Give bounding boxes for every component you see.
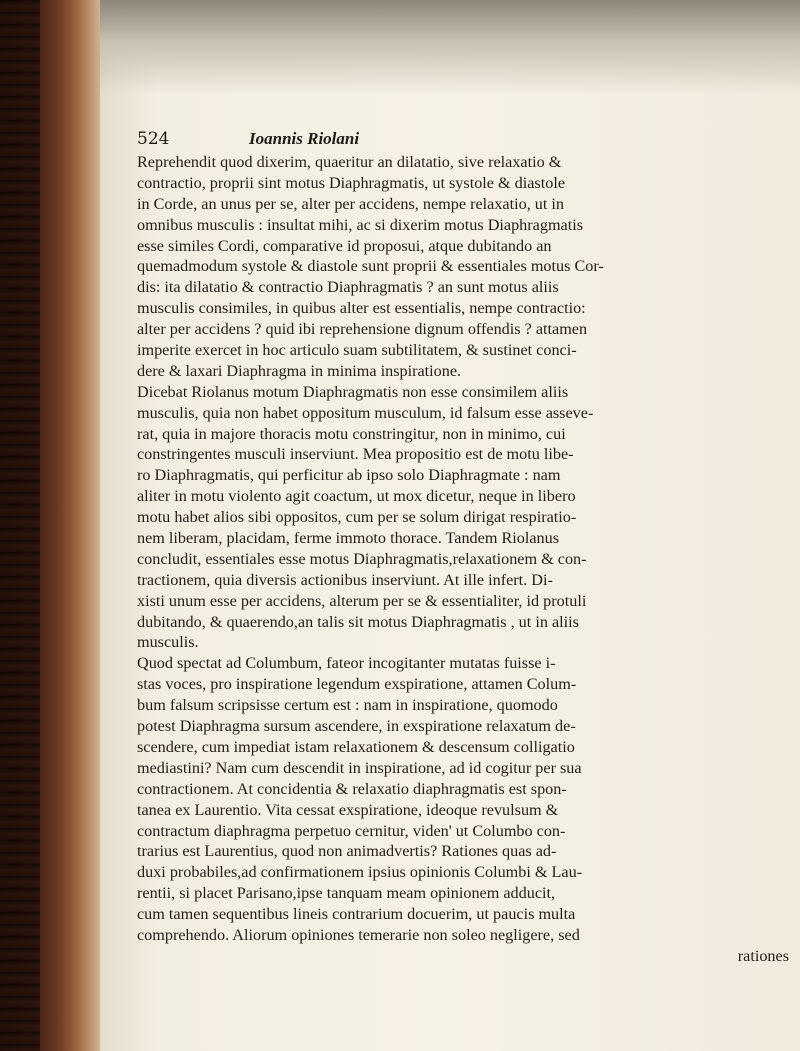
text-line: tractionem, quia diversis actionibus inserviunt. At ille infert. Di- (137, 570, 553, 589)
catchword: rationes (737, 946, 789, 965)
text-line: contractum diaphragma perpetuo cernitur, viden' ut Columbo con- (137, 821, 566, 840)
text-line: contractionem. At concidentia & relaxatio diaphragmatis est spon- (137, 779, 567, 798)
text-line: stas voces, pro inspiratione legendum exspiratione, attamen Colum- (137, 675, 577, 694)
text-line: duxi probabiles,ad confirmationem ipsius opinionis Columbi & Lau- (137, 863, 583, 882)
text-line: quemadmodum systole & diastole sunt proprii & essentiales motus Cor- (137, 257, 604, 276)
text-line: Dicebat Riolanus motum Diaphragmatis non esse consimilem aliis (137, 382, 569, 401)
text-line: cum tamen sequentibus lineis contrarium docuerim, ut paucis multa (137, 905, 576, 924)
text-line: potest Diaphragma sursum ascendere, in exspiratione relaxatum de- (137, 717, 576, 736)
text-line: imperite exercet in hoc articulo suam subtilitatem, & sustinet conci- (137, 341, 577, 360)
text-line: aliter in motu violento agit coactum, ut mox dicetur, neque in libero (137, 487, 576, 506)
text-line: trarius est Laurentius, quod non animadvertis? Rationes quas ad- (137, 842, 557, 861)
text-line: omnibus musculis : insultat mihi, ac si dixerim motus Diaphragmatis (137, 215, 584, 234)
text-line: dere & laxari Diaphragma in minima inspiratione. (137, 361, 462, 380)
text-line: musculis, quia non habet oppositum musculum, id falsum esse asseve- (137, 403, 594, 422)
page-number: 524 (137, 129, 170, 149)
text-line: Quod spectat ad Columbum, fateor incogitanter mutatas fuisse i- (137, 654, 556, 673)
text-line: tanea ex Laurentio. Vita cessat exspiratione, ideoque revulsum & (137, 800, 559, 819)
page-top-shadow (100, 0, 800, 95)
running-head: Ioannis Riolani (249, 129, 360, 148)
text-line: esse similes Cordi, comparative id proposui, atque dubitando an (137, 236, 552, 255)
text-line: nem liberam, placidam, ferme immoto thorace. Tandem Riolanus (137, 529, 560, 548)
text-line: rat, quia in majore thoracis motu constringitur, non in minimo, cui (137, 424, 566, 443)
text-line: dis: ita dilatatio & contractio Diaphragmatis ? an sunt motus aliis (137, 278, 559, 297)
text-line: contractio, proprii sint motus Diaphragmatis, ut systole & diastole (137, 173, 566, 192)
text-line: mediastini? Nam cum descendit in inspiratione, ad id cogitur per sua (137, 758, 582, 777)
text-line: rentii, si placet Parisano,ipse tanquam meam opinionem adducit, (137, 884, 556, 903)
text-line: ro Diaphragmatis, qui perficitur ab ipso solo Diaphragmate : nam (137, 466, 561, 485)
text-line: constringentes musculi inserviunt. Mea propositio est de motu libe- (137, 445, 574, 464)
text-line: Reprehendit quod dixerim, quaeritur an dilatatio, sive relaxatio & (137, 153, 562, 171)
text-line: in Corde, an unus per se, alter per accidens, nempe relaxatio, ut in (137, 194, 565, 213)
text-line: motu habet alios sibi oppositos, cum per se solum dirigat respiratio- (137, 508, 577, 527)
text-line: alter per accidens ? quid ibi reprehensione dignum offendis ? attamen (137, 320, 588, 339)
body-text (137, 152, 797, 967)
text-line: dubitando, & quaerendo,an talis sit motus Diaphragmatis , ut in aliis (137, 612, 579, 631)
text-line: concludit, essentiales esse motus Diaphragmatis,relaxationem & con- (137, 549, 587, 568)
text-line: bum falsum scripsisse certum est : nam in inspiratione, quomodo (137, 696, 558, 715)
text-line: comprehendo. Aliorum opiniones temerarie non soleo negligere, sed (137, 925, 580, 944)
text-line: xisti unum esse per accidens, alterum per se & essentialiter, id protuli (137, 591, 587, 610)
text-line: scendere, cum impediat istam relaxationem & descensum colligatio (137, 737, 575, 756)
text-line: musculis. (137, 633, 199, 652)
text-line: musculis consimiles, in quibus alter est essentialis, nempe contractio: (137, 299, 586, 318)
book-spine-shadow (0, 0, 40, 1051)
